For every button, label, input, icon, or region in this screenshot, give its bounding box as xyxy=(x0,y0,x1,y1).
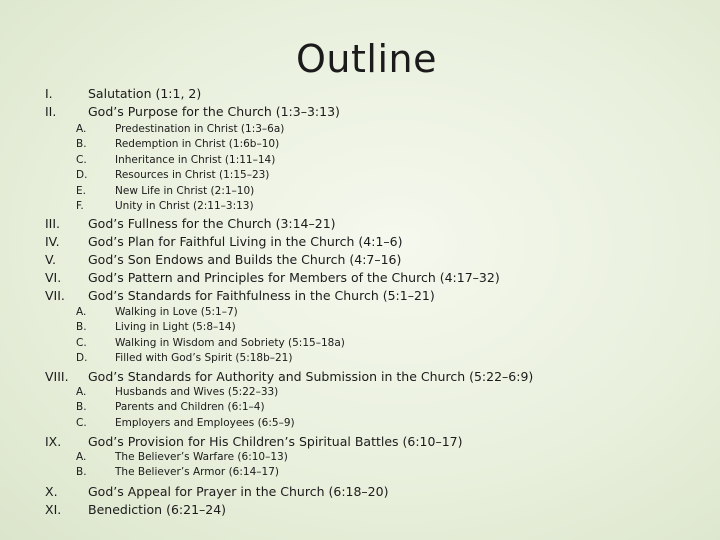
outline-letter: A. xyxy=(76,306,87,318)
outline-subtext: Filled with God’s Spirit (5:18b–21) xyxy=(115,352,293,364)
outline-number: III. xyxy=(45,216,61,231)
outline-text: God’s Fullness for the Church (3:14–21) xyxy=(88,216,336,231)
outline-text: Benediction (6:21–24) xyxy=(88,502,227,517)
outline-letter: C. xyxy=(76,337,87,349)
outline-text: God’s Plan for Faithful Living in the Church (4:1–6) xyxy=(88,234,403,249)
outline-subtext: The Believer’s Warfare (6:10–13) xyxy=(115,451,288,463)
outline-number: II. xyxy=(45,104,57,119)
outline-text: God’s Provision for His Children’s Spiritual Battles (6:10–17) xyxy=(88,434,463,449)
outline-subtext: Resources in Christ (1:15–23) xyxy=(115,169,270,181)
outline-text: God’s Appeal for Prayer in the Church (6:18–20) xyxy=(88,484,389,499)
outline-text: God’s Standards for Faithfulness in the Church (5:1–21) xyxy=(88,288,435,303)
outline-letter: F. xyxy=(76,200,84,212)
outline-letter: C. xyxy=(76,417,87,429)
outline-subtext: Employers and Employees (6:5–9) xyxy=(115,417,295,429)
outline-text: God’s Pattern and Principles for Members of the Church (4:17–32) xyxy=(88,270,500,285)
outline-letter: A. xyxy=(76,123,87,135)
outline-number: IV. xyxy=(45,234,60,249)
outline-letter: C. xyxy=(76,154,87,166)
outline-subtext: Walking in Wisdom and Sobriety (5:15–18a) xyxy=(115,337,345,349)
outline-text: God’s Son Endows and Builds the Church (4:7–16) xyxy=(88,252,402,267)
outline-subtext: Walking in Love (5:1–7) xyxy=(115,306,238,318)
outline-subtext: Living in Light (5:8–14) xyxy=(115,321,236,333)
outline-text: Salutation (1:1, 2) xyxy=(88,86,202,101)
outline-number: IX. xyxy=(45,434,62,449)
outline-number: VIII. xyxy=(45,369,69,384)
outline-number: X. xyxy=(45,484,58,499)
outline-number: I. xyxy=(45,86,53,101)
outline-letter: B. xyxy=(76,138,87,150)
outline-number: V. xyxy=(45,252,56,267)
slide-title: Outline xyxy=(296,37,437,81)
outline-letter: B. xyxy=(76,321,87,333)
outline-letter: E. xyxy=(76,185,86,197)
outline-letter: B. xyxy=(76,401,87,413)
outline-letter: D. xyxy=(76,352,88,364)
outline-letter: B. xyxy=(76,466,87,478)
outline-text: God’s Purpose for the Church (1:3–3:13) xyxy=(88,104,340,119)
outline-letter: D. xyxy=(76,169,88,181)
outline-subtext: Unity in Christ (2:11–3:13) xyxy=(115,200,254,212)
outline-text: God’s Standards for Authority and Submission in the Church (5:22–6:9) xyxy=(88,369,534,384)
outline-subtext: Husbands and Wives (5:22–33) xyxy=(115,386,279,398)
outline-letter: A. xyxy=(76,386,87,398)
outline-subtext: Predestination in Christ (1:3–6a) xyxy=(115,123,285,135)
outline-letter: A. xyxy=(76,451,87,463)
outline-subtext: Redemption in Christ (1:6b–10) xyxy=(115,138,280,150)
outline-number: XI. xyxy=(45,502,62,517)
outline-subtext: New Life in Christ (2:1–10) xyxy=(115,185,255,197)
outline-subtext: Parents and Children (6:1–4) xyxy=(115,401,265,413)
outline-number: VI. xyxy=(45,270,62,285)
outline-subtext: Inheritance in Christ (1:11–14) xyxy=(115,154,276,166)
outline-subtext: The Believer’s Armor (6:14–17) xyxy=(115,466,279,478)
outline-number: VII. xyxy=(45,288,65,303)
